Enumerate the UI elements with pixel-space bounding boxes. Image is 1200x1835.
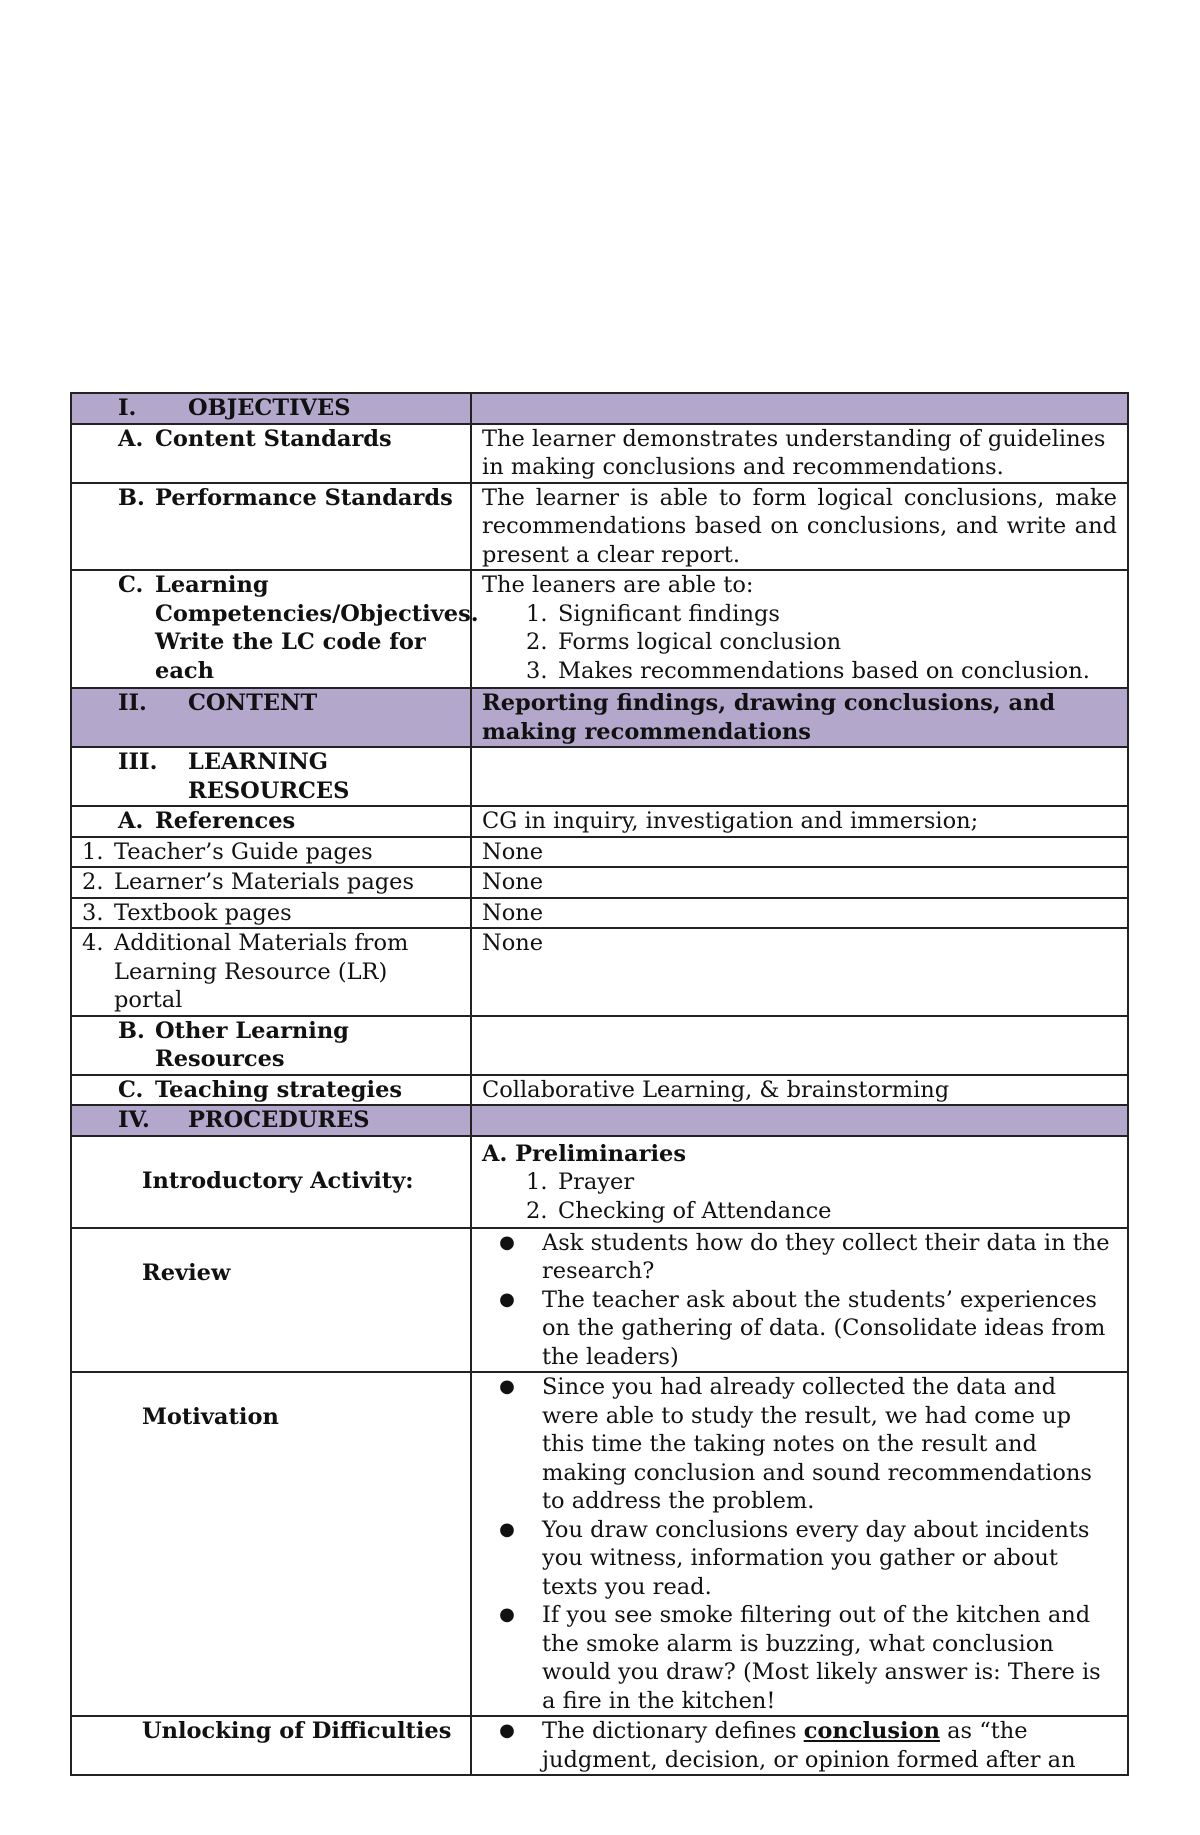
table-row: 3. Textbook pages None: [71, 898, 1128, 929]
teaching-strategies-label: Teaching strategies: [155, 1076, 403, 1103]
unlocking-difficulties-label: Unlocking of Difficulties: [142, 1718, 452, 1744]
list-item: ● The teacher ask about the students’ experiences on the gathering of data. (Consolidate ideas from the leaders): [499, 1286, 1106, 1370]
learning-resources-heading: III. LEARNING RESOURCES: [71, 747, 471, 806]
content-value: Reporting findings, drawing conclusions, and making recommendations: [471, 688, 1128, 747]
content-standards-row: A. Content Standards The learner demonstrates understanding of guidelines in making conclusions and recommendations.: [71, 424, 1128, 483]
content-standards-label: Content Standards: [155, 425, 392, 452]
competencies-list: [482, 600, 1117, 686]
list-item: ● If you see smoke filtering out of the kitchen and the smoke alarm is buzzing, what conclusion would you draw? (Most likely answer is: There is a fire in the kitchen!: [499, 1602, 1101, 1714]
list-item: ● You draw conclusions every day about incidents you witness, information you gather or about texts you read.: [499, 1516, 1090, 1600]
list-item: 1. Prayer: [526, 1169, 635, 1195]
list-item: 3. Makes recommendations based on conclusion.: [526, 657, 1090, 684]
competencies-intro: The leaners are able to:: [482, 572, 754, 598]
content-heading: II. CONTENT: [71, 688, 471, 747]
other-resources-label: Other Learning Resources: [155, 1017, 349, 1072]
unlocking-difficulties-row: [71, 1716, 1128, 1775]
procedures-heading: IV. PROCEDURES: [71, 1105, 471, 1136]
motivation-row: [71, 1372, 1128, 1716]
list-item: 2. Checking of Attendance: [526, 1197, 832, 1224]
table-row: 1. Teacher’s Guide pages None: [71, 837, 1128, 868]
introductory-activity-row: [71, 1136, 1128, 1228]
lesson-plan-table: [70, 392, 1129, 1776]
other-resources-row: B. Other Learning Resources: [71, 1016, 1128, 1075]
list-item: ● The dictionary defines conclusion as “the judgment, decision, or opinion formed after an: [499, 1718, 1076, 1773]
teaching-strategies-value: Collaborative Learning, & brainstorming: [471, 1075, 1128, 1106]
references-row: A. References CG in inquiry, investigation and immersion;: [71, 806, 1128, 837]
review-row: [71, 1228, 1128, 1373]
content-standards-value: The learner demonstrates understanding of guidelines in making conclusions and recommendations.: [471, 424, 1128, 483]
list-item: ● Ask students how do they collect their data in the research?: [499, 1229, 1110, 1284]
procedures-header-row: [71, 1105, 1128, 1136]
teaching-strategies-row: C. Teaching strategies Collaborative Learning, & brainstorming: [71, 1075, 1128, 1106]
learning-resources-row: [71, 747, 1128, 806]
table-row: 4. Additional Materials from Learning Resource (LR) portal None: [71, 928, 1128, 1016]
objectives-heading: I. OBJECTIVES: [71, 393, 471, 424]
performance-standards-label: Performance Standards: [155, 484, 453, 511]
preliminaries-title: A. Preliminaries: [482, 1140, 686, 1167]
objectives-header-row: [71, 393, 1128, 424]
performance-standards-row: B. Performance Standards The learner is able to form logical conclusions, make recommendations based on conclusions, and write and present a clear report.: [71, 483, 1128, 571]
references-label: References: [155, 808, 296, 834]
list-item: 1. Significant findings: [526, 600, 780, 627]
competencies-row: C. Learning Competencies/Objectives. Write the LC code for each The leaners are able to: 1. Significant findings 2. Forms logical conclusion 3. Makes recommendations based on conclusion.: [71, 570, 1128, 688]
list-item: 2. Forms logical conclusion: [526, 629, 842, 655]
conclusion-keyword: conclusion: [803, 1718, 940, 1744]
motivation-label: Motivation: [142, 1404, 279, 1430]
review-label: Review: [142, 1259, 231, 1286]
list-item: ● Since you had already collected the data and were able to study the result, we had come up this time the taking notes on the result and making conclusion and sound recommendations to address the problem.: [499, 1374, 1092, 1514]
references-value: CG in inquiry, investigation and immersion;: [471, 806, 1128, 837]
content-header-row: [71, 688, 1128, 747]
table-row: 2. Learner’s Materials pages None: [71, 867, 1128, 898]
competencies-label: Learning Competencies/Objectives. Write the LC code for each: [155, 572, 479, 684]
introductory-activity-label: Introductory Activity:: [142, 1168, 414, 1195]
performance-standards-value: The learner is able to form logical conclusions, make recommendations based on conclusions, and write and present a clear report.: [471, 483, 1128, 571]
